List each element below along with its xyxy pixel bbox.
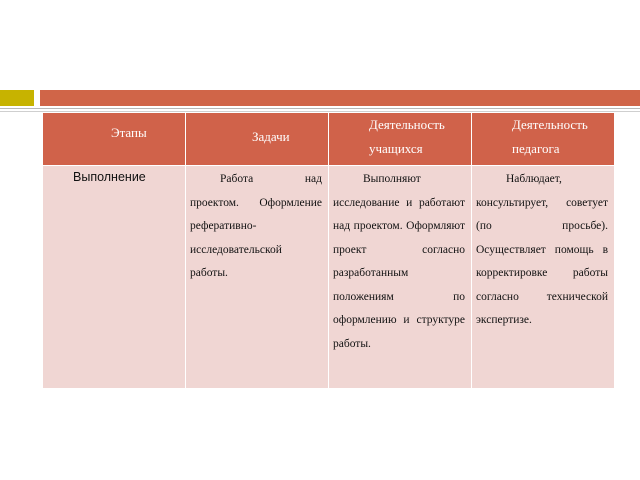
header-teacher-line1: Деятельность: [512, 117, 588, 132]
table-header-row: [43, 113, 615, 166]
project-stages-table: [42, 112, 615, 389]
decorative-bar-red: [40, 90, 640, 106]
table-row: [43, 166, 615, 389]
header-students-line2: учащихся: [369, 141, 423, 156]
header-tasks: Задачи: [186, 113, 329, 166]
header-teacher-activity: [472, 113, 615, 166]
header-stages: Этапы: [43, 113, 186, 166]
header-students-line1: Деятельность: [369, 117, 445, 132]
header-teacher-line2: педагога: [512, 141, 560, 156]
cell-teacher-activity: Наблюдает, консультирует, советует (по просьбе). Осуществляет помощь в корректировке работы согласно технической экспертизе.: [472, 166, 615, 389]
decorative-bar-yellow: [0, 90, 34, 106]
cell-tasks: Работа над проектом. Оформление реферативно-исследовательской работы.: [186, 166, 329, 389]
divider-line: [0, 108, 640, 109]
cell-students-activity: Выполняют исследование и работают над проектом. Оформляют проект согласно разработанным положениям по оформлению и структуре работы.: [329, 166, 472, 389]
cell-stage: Выполнение: [43, 166, 186, 389]
header-students-activity: [329, 113, 472, 166]
